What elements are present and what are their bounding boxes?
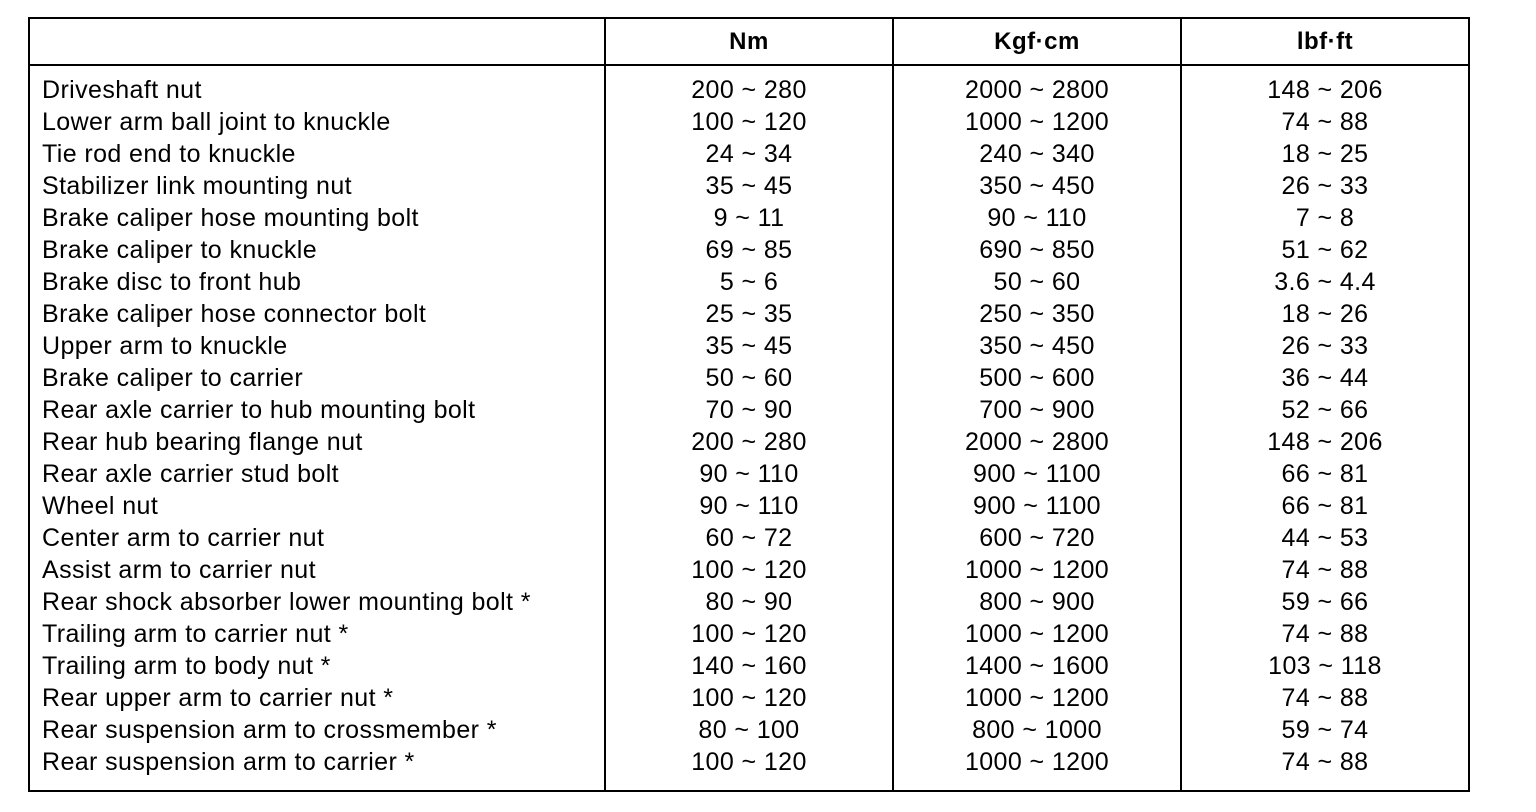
table-row: [29, 458, 1469, 490]
item-name-cell: Tie rod end to knuckle: [29, 138, 605, 170]
item-name-cell: Brake caliper to knuckle: [29, 234, 605, 266]
table-row: [29, 330, 1469, 362]
header-row: [29, 18, 1469, 65]
item-name-cell: Rear hub bearing flange nut: [29, 426, 605, 458]
table-row: [29, 490, 1469, 522]
lbf-ft-value-cell: 52 ~ 66: [1181, 394, 1469, 426]
table-row: [29, 106, 1469, 138]
nm-value-cell: 70 ~ 90: [605, 394, 893, 426]
item-name-cell: Trailing arm to carrier nut *: [29, 618, 605, 650]
lbf-ft-value-cell: 66 ~ 81: [1181, 458, 1469, 490]
nm-value-cell: 100 ~ 120: [605, 682, 893, 714]
table-row: [29, 298, 1469, 330]
kgf-cm-value-cell: 1000 ~ 1200: [893, 682, 1181, 714]
item-name-cell: Trailing arm to body nut *: [29, 650, 605, 682]
header-nm: Nm: [605, 18, 893, 65]
table-row: [29, 746, 1469, 791]
table-row: [29, 170, 1469, 202]
kgf-cm-value-cell: 1000 ~ 1200: [893, 746, 1181, 791]
table-body: [29, 65, 1469, 791]
item-name-cell: Brake caliper hose mounting bolt: [29, 202, 605, 234]
item-name-cell: Brake caliper hose connector bolt: [29, 298, 605, 330]
item-name-cell: Assist arm to carrier nut: [29, 554, 605, 586]
nm-value-cell: 100 ~ 120: [605, 554, 893, 586]
nm-value-cell: 69 ~ 85: [605, 234, 893, 266]
nm-value-cell: 80 ~ 90: [605, 586, 893, 618]
lbf-ft-value-cell: 74 ~ 88: [1181, 618, 1469, 650]
kgf-cm-value-cell: 350 ~ 450: [893, 170, 1181, 202]
table-row: [29, 234, 1469, 266]
nm-value-cell: 80 ~ 100: [605, 714, 893, 746]
table-row: [29, 554, 1469, 586]
lbf-ft-value-cell: 74 ~ 88: [1181, 682, 1469, 714]
table-row: [29, 426, 1469, 458]
nm-value-cell: 25 ~ 35: [605, 298, 893, 330]
table-row: [29, 394, 1469, 426]
lbf-ft-value-cell: 7 ~ 8: [1181, 202, 1469, 234]
table-row: [29, 202, 1469, 234]
nm-value-cell: 9 ~ 11: [605, 202, 893, 234]
nm-value-cell: 100 ~ 120: [605, 618, 893, 650]
nm-value-cell: 35 ~ 45: [605, 330, 893, 362]
lbf-ft-value-cell: 74 ~ 88: [1181, 106, 1469, 138]
item-name-cell: Lower arm ball joint to knuckle: [29, 106, 605, 138]
nm-value-cell: 100 ~ 120: [605, 746, 893, 791]
header-lbf-ft: lbf·ft: [1181, 18, 1469, 65]
lbf-ft-value-cell: 59 ~ 66: [1181, 586, 1469, 618]
item-name-cell: Driveshaft nut: [29, 65, 605, 106]
table-row: [29, 522, 1469, 554]
lbf-ft-value-cell: 3.6 ~ 4.4: [1181, 266, 1469, 298]
item-name-cell: Wheel nut: [29, 490, 605, 522]
kgf-cm-value-cell: 2000 ~ 2800: [893, 65, 1181, 106]
lbf-ft-value-cell: 148 ~ 206: [1181, 426, 1469, 458]
lbf-ft-value-cell: 44 ~ 53: [1181, 522, 1469, 554]
item-name-cell: Rear suspension arm to crossmember *: [29, 714, 605, 746]
item-name-cell: Brake disc to front hub: [29, 266, 605, 298]
lbf-ft-value-cell: 26 ~ 33: [1181, 170, 1469, 202]
table-row: [29, 714, 1469, 746]
item-name-cell: Rear axle carrier to hub mounting bolt: [29, 394, 605, 426]
kgf-cm-value-cell: 600 ~ 720: [893, 522, 1181, 554]
lbf-ft-value-cell: 74 ~ 88: [1181, 746, 1469, 791]
item-name-cell: Rear axle carrier stud bolt: [29, 458, 605, 490]
torque-spec-table: [28, 17, 1470, 792]
nm-value-cell: 24 ~ 34: [605, 138, 893, 170]
table-row: [29, 266, 1469, 298]
lbf-ft-value-cell: 51 ~ 62: [1181, 234, 1469, 266]
kgf-cm-value-cell: 1000 ~ 1200: [893, 618, 1181, 650]
lbf-ft-value-cell: 18 ~ 26: [1181, 298, 1469, 330]
lbf-ft-value-cell: 59 ~ 74: [1181, 714, 1469, 746]
lbf-ft-value-cell: 66 ~ 81: [1181, 490, 1469, 522]
nm-value-cell: 60 ~ 72: [605, 522, 893, 554]
nm-value-cell: 140 ~ 160: [605, 650, 893, 682]
kgf-cm-value-cell: 800 ~ 900: [893, 586, 1181, 618]
table-row: [29, 65, 1469, 106]
kgf-cm-value-cell: 900 ~ 1100: [893, 490, 1181, 522]
table-row: [29, 362, 1469, 394]
lbf-ft-value-cell: 18 ~ 25: [1181, 138, 1469, 170]
kgf-cm-value-cell: 350 ~ 450: [893, 330, 1181, 362]
nm-value-cell: 200 ~ 280: [605, 65, 893, 106]
table-row: [29, 650, 1469, 682]
item-name-cell: Upper arm to knuckle: [29, 330, 605, 362]
lbf-ft-value-cell: 74 ~ 88: [1181, 554, 1469, 586]
kgf-cm-value-cell: 800 ~ 1000: [893, 714, 1181, 746]
item-name-cell: Brake caliper to carrier: [29, 362, 605, 394]
kgf-cm-value-cell: 690 ~ 850: [893, 234, 1181, 266]
nm-value-cell: 35 ~ 45: [605, 170, 893, 202]
kgf-cm-value-cell: 500 ~ 600: [893, 362, 1181, 394]
lbf-ft-value-cell: 26 ~ 33: [1181, 330, 1469, 362]
header-kgf-cm: Kgf·cm: [893, 18, 1181, 65]
item-name-cell: Rear suspension arm to carrier *: [29, 746, 605, 791]
table-row: [29, 682, 1469, 714]
kgf-cm-value-cell: 900 ~ 1100: [893, 458, 1181, 490]
nm-value-cell: 5 ~ 6: [605, 266, 893, 298]
kgf-cm-value-cell: 50 ~ 60: [893, 266, 1181, 298]
nm-value-cell: 200 ~ 280: [605, 426, 893, 458]
header-item: [29, 18, 605, 65]
kgf-cm-value-cell: 2000 ~ 2800: [893, 426, 1181, 458]
nm-value-cell: 100 ~ 120: [605, 106, 893, 138]
kgf-cm-value-cell: 1400 ~ 1600: [893, 650, 1181, 682]
kgf-cm-value-cell: 700 ~ 900: [893, 394, 1181, 426]
table-row: [29, 618, 1469, 650]
lbf-ft-value-cell: 36 ~ 44: [1181, 362, 1469, 394]
item-name-cell: Rear upper arm to carrier nut *: [29, 682, 605, 714]
kgf-cm-value-cell: 1000 ~ 1200: [893, 554, 1181, 586]
table-row: [29, 586, 1469, 618]
nm-value-cell: 50 ~ 60: [605, 362, 893, 394]
item-name-cell: Rear shock absorber lower mounting bolt *: [29, 586, 605, 618]
kgf-cm-value-cell: 250 ~ 350: [893, 298, 1181, 330]
table-header: [29, 18, 1469, 65]
kgf-cm-value-cell: 90 ~ 110: [893, 202, 1181, 234]
lbf-ft-value-cell: 103 ~ 118: [1181, 650, 1469, 682]
table-row: [29, 138, 1469, 170]
nm-value-cell: 90 ~ 110: [605, 490, 893, 522]
item-name-cell: Stabilizer link mounting nut: [29, 170, 605, 202]
nm-value-cell: 90 ~ 110: [605, 458, 893, 490]
kgf-cm-value-cell: 240 ~ 340: [893, 138, 1181, 170]
kgf-cm-value-cell: 1000 ~ 1200: [893, 106, 1181, 138]
item-name-cell: Center arm to carrier nut: [29, 522, 605, 554]
lbf-ft-value-cell: 148 ~ 206: [1181, 65, 1469, 106]
